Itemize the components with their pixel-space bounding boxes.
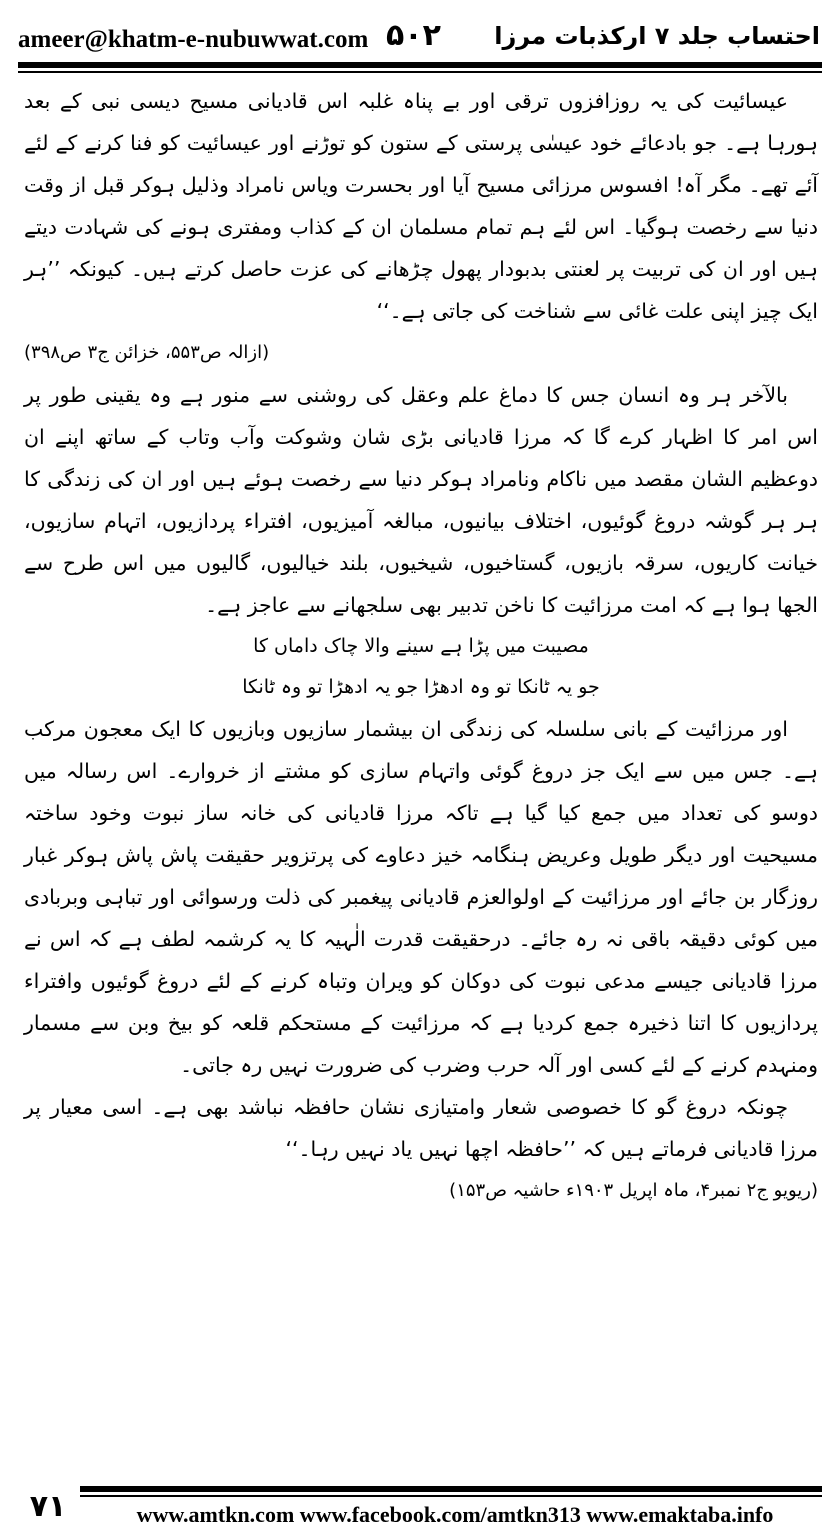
paragraph-4-reference: (ریویو ج۲ نمبر۴، ماہ اپریل ۱۹۰۳ء حاشیہ ص۱۵۳) <box>449 1180 818 1201</box>
paragraph-1: عیسائیت کی یہ روزافزوں ترقی اور بے پناہ غلبہ اس قادیانی مسیح دیسی نبی کے بعد ہورہا ہے۔ جو بادعائے خود عیسٰی پرستی کے ستون کو توڑنے اور عیسائیت کو فنا کرنے کے لئے آئے تھے۔ مگر آہ! افسوس مرزائی مسیح آیا اور بحسرت ویاس نامراد وذلیل ہوکر قبل از وقت دنیا سے رخصت ہوگیا۔ اس لئے ہم تمام مسلمان ان کے کذاب ومفتری ہونے کی شہادت دیتے ہیں اور ان کی تربیت پر لعنتی بدبودار پھول چڑھانے کی عزت حاصل کرتے ہیں۔ کیونکہ ’’ہر ایک چیز اپنی علت غائی سے شناخت کی جاتی ہے۔‘‘ <box>24 89 818 323</box>
header-email[interactable]: ameer@khatm-e-nubuwwat.com <box>18 26 369 53</box>
header-page-number: ۵۰۲ <box>386 18 441 53</box>
footer-rule-thin <box>80 1495 822 1497</box>
paragraph-2: بالآخر ہر وہ انسان جس کا دماغ علم وعقل کی روشنی سے منور ہے وہ یقینی طور پر اس امر کا اظہار کرے گا کہ مرزا قادیانی بڑی شان وشوکت وآب وتاب کے ساتھ اپنے ان دوعظیم الشان مقصد میں ناکام ونامراد ہوکر دنیا سے رخصت ہوئے ہیں اور ان کی زندگی کا ہر ہر گوشہ دروغ گوئیوں، اختلاف بیانیوں، مبالغہ آمیزیوں، افتراء پردازیوں، اتہام سازیوں، خیانت کاریوں، سرقہ بازیوں، گستاخیوں، شیخیوں، بلند خیالیوں، گالیوں میں اس طرح سے الجھا ہوا ہے کہ امت مرزائیت کا ناخن تدبیر بھی سلجھانے سے عاجز ہے۔ <box>24 383 818 617</box>
verse-line-2: جو یہ ٹانکا تو وہ ادھڑا جو یہ ادھڑا تو وہ ٹانکا <box>242 676 600 698</box>
header-rule-thin <box>18 71 822 73</box>
header-rule-thick <box>18 62 822 68</box>
paragraph-1-reference: (ازالہ ص۵۵۳، خزائن ج۳ ص۳۹۸) <box>24 342 270 363</box>
page-body <box>24 80 818 1465</box>
footer-rule-thick <box>80 1486 822 1492</box>
footer-links[interactable]: www.amtkn.com www.facebook.com/amtkn313 www.emaktaba.info <box>136 1502 774 1527</box>
page-footer <box>18 1480 822 1536</box>
verse-line-1: مصیبت میں پڑا ہے سینے والا چاک داماں کا <box>253 635 589 657</box>
paragraph-3: اور مرزائیت کے بانی سلسلہ کی زندگی ان بیشمار سازیوں وبازیوں کا ایک معجون مرکب ہے۔ جس میں سے ایک جز دروغ گوئی واتہام سازی کو مشتے از خروارے۔ اس رسالہ میں دوسو کی تعداد میں جمع کیا گیا ہے تاکہ مرزا قادیانی کی خانہ ساز نبوت وخود ساختہ مسیحیت اور دیگر طویل وعریض ہنگامہ خیز دعاوے کی پرتزویر حقیقت پاش پاش ہوکر غبار روزگار بن جائے اور مرزائیت کے اولوالعزم قادیانی پیغمبر کی ذلت ورسوائی اور تباہی وبربادی میں کوئی دقیقہ باقی نہ رہ جائے۔ درحقیقت قدرت الٰہیہ کا یہ کرشمہ لطف ہے کہ اس نے مرزا قادیانی جیسے مدعی نبوت کی دوکان کو ویران وتباہ کرنے کے لئے دروغ گوئیوں وافتراء پردازیوں کا اتنا ذخیرہ جمع کردیا ہے کہ مرزائیت کے مستحکم قلعہ کو بیخ وبن سے مسمار ومنہدم کرنے کے لئے کسی اور آلہ حرب وضرب کی ضرورت نہیں رہ جاتی۔ <box>24 717 818 1077</box>
paragraph-4: چونکہ دروغ گو کا خصوصی شعار وامتیازی نشان حافظہ نباشد بھی ہے۔ اسی معیار پر مرزا قادیانی فرماتے ہیں کہ ’’حافظہ اچھا نہیں یاد نہیں رہا۔‘‘ <box>24 1095 818 1161</box>
header-title: احتساب جلد ۷ ارکذبات مرزا <box>494 22 820 50</box>
page-header <box>18 8 822 60</box>
footer-page-number: ۷۱ <box>29 1488 67 1524</box>
